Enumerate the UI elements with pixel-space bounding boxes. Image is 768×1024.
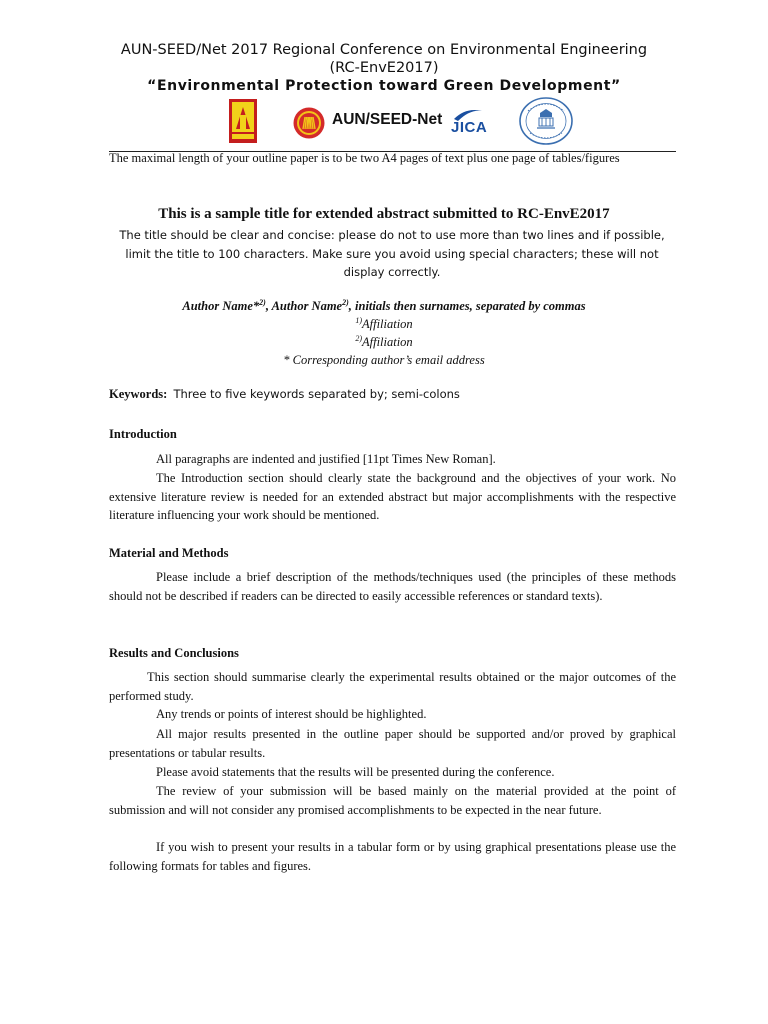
asean-logo <box>293 107 325 139</box>
affiliation-2-superscript: 2) <box>355 333 362 343</box>
conference-title-line2: (RC-EnvE2017) <box>329 60 439 76</box>
results-heading: Results and Conclusions <box>109 646 239 660</box>
methods-paragraph-1: Please include a brief description of the methods/techniques used (the principles of these methods should not be described if readers can be directed to easily accessible references or standard texts). <box>109 570 676 603</box>
methods-heading: Material and Methods <box>109 546 229 560</box>
author-2-superscript: 2) <box>342 297 349 307</box>
affiliation-1 <box>0 317 768 332</box>
author-1-superscript: 2) <box>259 297 266 307</box>
keywords-label: Keywords: <box>109 387 168 401</box>
paper-title: This is a sample title for extended abstract submitted to RC-EnvE2017 <box>158 206 610 222</box>
results-paragraph-4: Please avoid statements that the results will be presented during the conference. <box>156 765 555 779</box>
author-1: Author Name* <box>182 299 260 313</box>
results-paragraph-2: Any trends or points of interest should be highlighted. <box>156 707 427 721</box>
results-paragraph-1: This section should summarise clearly the experimental results obtained or the major outcomes of the performed study. <box>109 670 676 703</box>
length-note: The maximal length of your outline paper is to be two A4 pages of text plus one page of tables/figures <box>109 151 620 165</box>
results-paragraph-6: If you wish to present your results in a tabular form or by using graphical presentations please use the following formats for tables and figures. <box>109 840 676 873</box>
aun-seed-net-logo: AUN/SEED-Net <box>332 111 443 128</box>
results-paragraph-3: All major results presented in the outline paper should be supported and/or proved by graphical presentations or tabular results. <box>109 727 676 760</box>
introduction-paragraph-2: The Introduction section should clearly state the background and the objectives of your work. No extensive literature review is needed for an extended abstract but major accomplishments with the respective literature influencing your work should be mentioned. <box>109 471 676 522</box>
sponsor-logos <box>0 97 768 147</box>
corresponding-email: * Corresponding author’s email address <box>283 353 485 367</box>
keywords-value: Three to five keywords separated by; semi-colons <box>173 387 460 401</box>
jica-wordmark: JICA <box>451 119 488 136</box>
affiliation-1-superscript: 1) <box>355 315 362 325</box>
jica-logo <box>448 107 486 141</box>
affiliation-2-text: Affiliation <box>361 335 413 349</box>
author-2: , Author Name <box>265 299 343 313</box>
results-paragraph-5: The review of your submission will be based mainly on the material provided at the point of submission and will not consider any promised accomplishments to be expected in the near future. <box>109 784 676 817</box>
introduction-heading: Introduction <box>109 427 177 441</box>
kyoto-university-seal <box>518 97 574 145</box>
affiliation-2 <box>0 335 768 350</box>
conference-theme: “Environmental Protection toward Green Development” <box>147 78 621 94</box>
keywords <box>109 387 460 402</box>
author-line <box>0 299 768 314</box>
author-instructions: , initials then surnames, separated by commas <box>348 299 586 313</box>
conference-title-line1: AUN-SEED/Net 2017 Regional Conference on Environmental Engineering <box>120 42 648 58</box>
affiliation-1-text: Affiliation <box>361 317 413 331</box>
introduction-paragraph-1: All paragraphs are indented and justified [11pt Times New Roman]. <box>156 452 496 466</box>
hust-logo <box>229 99 257 143</box>
title-instructions: The title should be clear and concise: please do not to use more than two lines and if possible, limit the title to 100 characters. Make sure you avoid using special characters; these will not display correctly. <box>119 228 665 279</box>
